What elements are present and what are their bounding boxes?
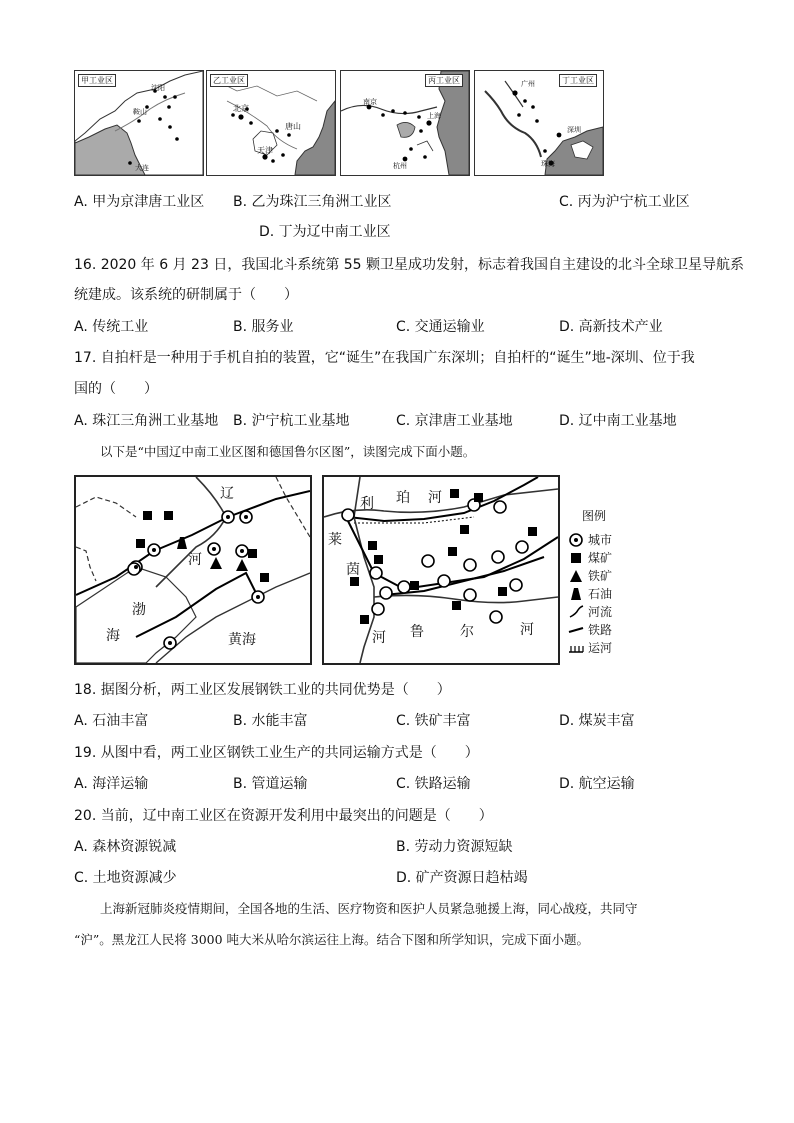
- label-rhine-he: 河: [372, 630, 386, 646]
- legend-oil: 石油: [588, 587, 613, 601]
- q15-option-b[interactable]: B. 乙为珠江三角洲工业区: [233, 194, 392, 210]
- legend-iron: 铁矿: [588, 569, 613, 583]
- city-label: 天津: [257, 146, 273, 155]
- q17-stem-line1: 17. 自拍杆是一种用于手机自拍的装置，它“诞生”在我国广东深圳；自拍杆的“诞生”地-深圳、位于我: [74, 350, 695, 366]
- city-icon: [568, 532, 584, 548]
- q20-option-b[interactable]: B. 劳动力资源短缺: [396, 839, 513, 855]
- label-lai: 莱: [328, 532, 342, 548]
- legend-canal: 运河: [588, 641, 613, 655]
- city-label: 沈阳: [151, 84, 165, 92]
- map-jia: [74, 70, 204, 176]
- q16-option-b[interactable]: B. 服务业: [233, 319, 294, 335]
- label-li: 利: [360, 496, 374, 512]
- label-yin: 茵: [346, 562, 360, 578]
- label-er: 尔: [460, 624, 474, 640]
- city-label: 珠海: [541, 160, 555, 168]
- label-lippe-he: 河: [428, 490, 442, 506]
- q18-option-d[interactable]: D. 煤炭丰富: [559, 713, 635, 729]
- label-huanghai: 黄海: [228, 632, 256, 648]
- city-label: 唐山: [285, 122, 301, 131]
- intro-18-20: 以下是“中国辽中南工业区图和德国鲁尔区图”，读图完成下面小题。: [100, 444, 476, 459]
- iron-mine-icon: [568, 568, 584, 584]
- liaozhongnan-map: [74, 475, 312, 665]
- q18-option-a[interactable]: A. 石油丰富: [74, 713, 149, 729]
- railway-icon: [568, 622, 584, 638]
- map-bing-title: 丙工业区: [425, 74, 463, 87]
- legend-coal: 煤矿: [588, 551, 613, 565]
- label-he: 河: [188, 552, 202, 568]
- label-lu: 鲁: [410, 624, 424, 640]
- river-icon: [568, 604, 584, 620]
- city-label: 杭州: [393, 162, 407, 170]
- q17-stem-line2: 国的（ ）: [74, 381, 158, 397]
- legend-railway: 铁路: [588, 623, 613, 637]
- coal-mine-icon: [568, 550, 584, 566]
- map-bing: [340, 70, 470, 176]
- q16-option-d[interactable]: D. 高新技术产业: [559, 319, 663, 335]
- q15-option-c[interactable]: C. 丙为沪宁杭工业区: [559, 194, 690, 210]
- q18-stem: 18. 据图分析，两工业区发展钢铁工业的共同优势是（ ）: [74, 682, 451, 698]
- city-label: 广州: [521, 80, 535, 88]
- map-jia-title: 甲工业区: [78, 74, 116, 87]
- q16-stem-line1: 16. 2020 年 6 月 23 日，我国北斗系统第 55 颗卫星成功发射，标志着我国自主建设的北斗全球卫星导航系: [74, 257, 745, 273]
- ruhr-map: [322, 475, 560, 665]
- q16-option-c[interactable]: C. 交通运输业: [396, 319, 485, 335]
- city-label: 南京: [363, 98, 377, 106]
- q18-option-b[interactable]: B. 水能丰富: [233, 713, 308, 729]
- q19-stem: 19. 从图中看，两工业区钢铁工业生产的共同运输方式是（ ）: [74, 745, 479, 761]
- q20-option-a[interactable]: A. 森林资源锐减: [74, 839, 177, 855]
- city-label: 大连: [135, 164, 149, 172]
- legend-city: 城市: [588, 533, 613, 547]
- label-hai: 海: [106, 628, 120, 644]
- q20-option-c[interactable]: C. 土地资源减少: [74, 870, 177, 886]
- legend-river: 河流: [588, 605, 613, 619]
- q20-option-d[interactable]: D. 矿产资源日趋枯竭: [396, 870, 528, 886]
- q19-option-d[interactable]: D. 航空运输: [559, 776, 635, 792]
- map-ding: [474, 70, 604, 176]
- label-po: 珀: [396, 490, 410, 506]
- q16-option-a[interactable]: A. 传统工业: [74, 319, 149, 335]
- label-ruhr-he: 河: [520, 622, 534, 638]
- city-label: 深圳: [567, 126, 581, 134]
- q17-option-d[interactable]: D. 辽中南工业基地: [559, 413, 677, 429]
- intro-21-line1: 上海新冠肺炎疫情期间，全国各地的生活、医疗物资和医护人员紧急驰援上海，同心战疫，共同守: [100, 901, 638, 916]
- city-label: 鞍山: [133, 108, 147, 116]
- map-legend: [568, 508, 648, 658]
- label-liao: 辽: [220, 486, 234, 502]
- canal-icon: [568, 640, 584, 656]
- q19-option-b[interactable]: B. 管道运输: [233, 776, 308, 792]
- oil-icon: [568, 586, 584, 602]
- q15-option-a[interactable]: A. 甲为京津唐工业区: [74, 194, 205, 210]
- q17-option-b[interactable]: B. 沪宁杭工业基地: [233, 413, 350, 429]
- map-ding-title: 丁工业区: [559, 74, 597, 87]
- legend-title: 图例: [582, 509, 607, 523]
- q16-stem-line2: 统建成。该系统的研制属于（ ）: [74, 287, 298, 303]
- intro-21-line2: “沪”。黑龙江人民将 3000 吨大米从哈尔滨运往上海。结合下图和所学知识，完成下面小题。: [74, 932, 590, 947]
- q18-option-c[interactable]: C. 铁矿丰富: [396, 713, 471, 729]
- q20-stem: 20. 当前，辽中南工业区在资源开发利用中最突出的问题是（ ）: [74, 808, 493, 824]
- q15-option-d[interactable]: D. 丁为辽中南工业区: [259, 224, 391, 240]
- label-bo: 渤: [132, 602, 146, 618]
- q17-option-a[interactable]: A. 珠江三角洲工业基地: [74, 413, 219, 429]
- map-yi: [206, 70, 336, 176]
- city-label: 北京: [233, 104, 249, 113]
- q19-option-a[interactable]: A. 海洋运输: [74, 776, 149, 792]
- map-yi-title: 乙工业区: [210, 74, 248, 87]
- q19-option-c[interactable]: C. 铁路运输: [396, 776, 471, 792]
- q17-option-c[interactable]: C. 京津唐工业基地: [396, 413, 513, 429]
- city-label: 上海: [427, 112, 441, 120]
